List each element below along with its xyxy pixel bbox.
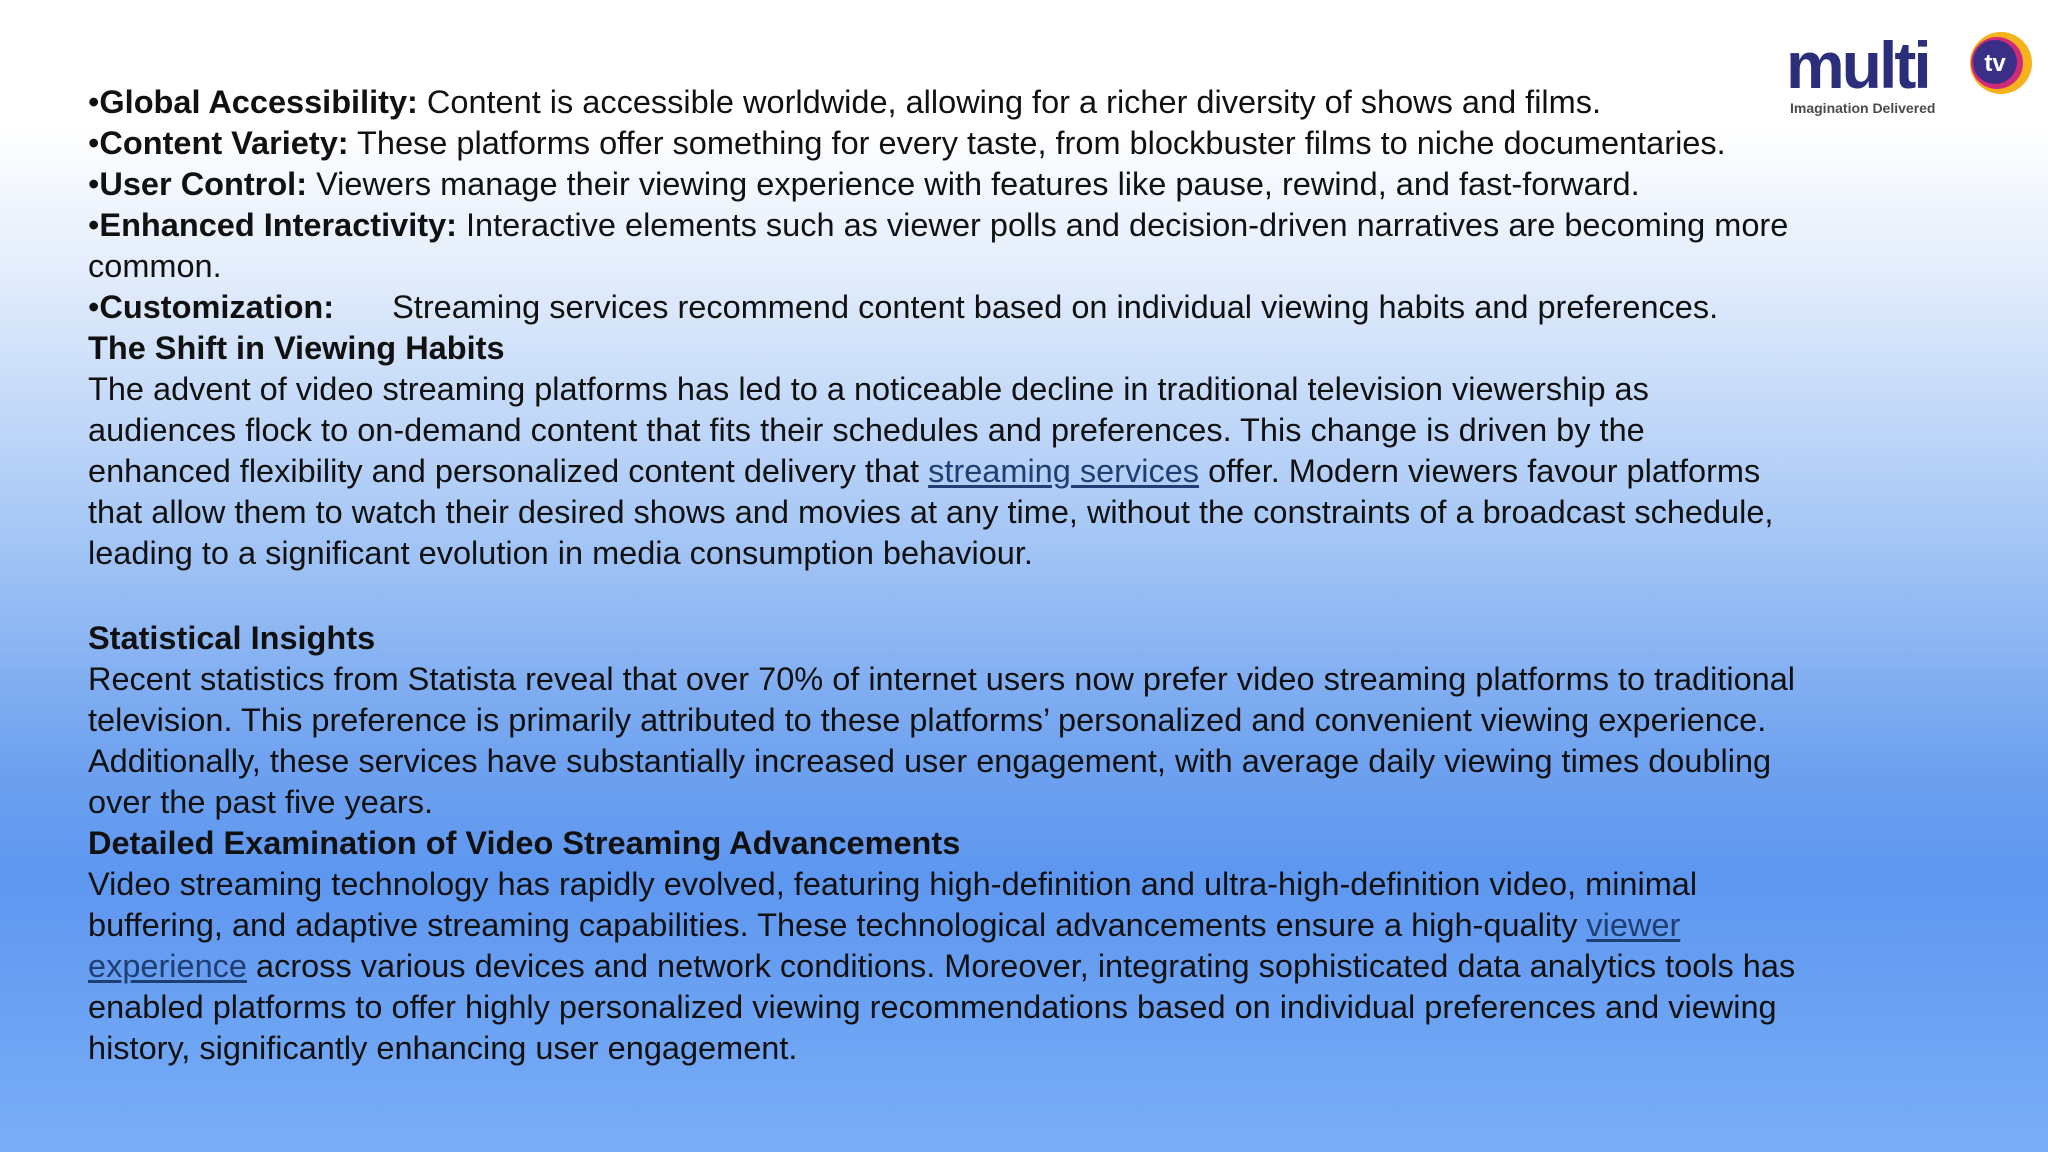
- section-heading: The Shift in Viewing Habits: [88, 330, 505, 366]
- bullet-title: User Control:: [99, 166, 308, 202]
- bullet-title: Global Accessibility:: [99, 84, 418, 120]
- paragraph-statistical-insights: [88, 659, 1828, 823]
- bullet-title: Enhanced Interactivity:: [99, 207, 457, 243]
- bullet-text: Content is accessible worldwide, allowing for a richer diversity of shows and films.: [417, 84, 1601, 120]
- streaming-services-link[interactable]: streaming services: [928, 453, 1200, 489]
- bullet-content-variety: [88, 123, 1888, 164]
- heading-video-streaming-advancements: [88, 823, 1888, 864]
- bullet-marker: •: [88, 84, 100, 120]
- logo-badge-text: tv: [1984, 50, 2006, 77]
- bullet-user-control: [88, 164, 1888, 205]
- bullet-title: Content Variety:: [99, 125, 349, 161]
- heading-shift-viewing-habits: [88, 328, 1888, 369]
- logo-tagline: Imagination Delivered: [1790, 100, 1936, 116]
- bullet-marker: •: [88, 289, 100, 325]
- paragraph-shift-viewing-habits: [88, 369, 1788, 574]
- spacer: [88, 574, 1888, 618]
- bullet-text: These platforms offer something for every taste, from blockbuster films to niche documentaries.: [348, 125, 1726, 161]
- bullet-text: Interactive elements such as viewer polls and decision-driven narratives are becoming more common.: [88, 207, 1789, 284]
- viewer-experience-link[interactable]: viewer experience: [88, 907, 1681, 984]
- bullet-text: Streaming services recommend content based on individual viewing habits and preferences.: [392, 289, 1719, 325]
- heading-statistical-insights: [88, 618, 1888, 659]
- paragraph-text: The advent of video streaming platforms has led to a noticeable decline in traditional television viewership as audiences flock to on-demand content that fits their schedules and preferences. This change is driven by the enhanced flexibility and personalized content delivery that: [88, 371, 1649, 489]
- bullet-marker: •: [88, 125, 100, 161]
- bullet-text: Viewers manage their viewing experience with features like pause, rewind, and fast-forward.: [307, 166, 1640, 202]
- paragraph-text: offer. Modern viewers favour platforms that allow them to watch their desired shows and movies at any time, without the constraints of a broadcast schedule, leading to a significant evolution in media consumption behaviour.: [88, 453, 1774, 571]
- paragraph-video-streaming-advancements: [88, 864, 1838, 1069]
- logo-wordmark: multi: [1786, 30, 1929, 102]
- slide-content: [88, 82, 1888, 1069]
- paragraph-text: across various devices and network conditions. Moreover, integrating sophisticated data analytics tools has enabled platforms to offer highly personalized viewing recommendations based on individual preferences and viewing history, significantly enhancing user engagement.: [88, 948, 1796, 1066]
- bullet-marker: •: [88, 166, 100, 202]
- paragraph-text: Video streaming technology has rapidly evolved, featuring high-definition and ultra-high-definition video, minimal buffering, and adaptive streaming capabilities. These technological advancements ensure a high-quality: [88, 866, 1698, 943]
- paragraph-text: Recent statistics from Statista reveal that over 70% of internet users now prefer video streaming platforms to traditional television. This preference is primarily attributed to these platforms’ personalized and convenient viewing experience. Additionally, these services have substantially increased user engagement, with average daily viewing times doubling over the past five years.: [88, 661, 1796, 820]
- bullet-marker: •: [88, 207, 100, 243]
- bullet-title: Customization:: [99, 289, 335, 325]
- section-heading: Statistical Insights: [88, 620, 376, 656]
- bullet-enhanced-interactivity: [88, 205, 1808, 287]
- bullet-customization: [88, 287, 1888, 328]
- bullet-global-accessibility: [88, 82, 1888, 123]
- section-heading: Detailed Examination of Video Streaming Advancements: [88, 825, 961, 861]
